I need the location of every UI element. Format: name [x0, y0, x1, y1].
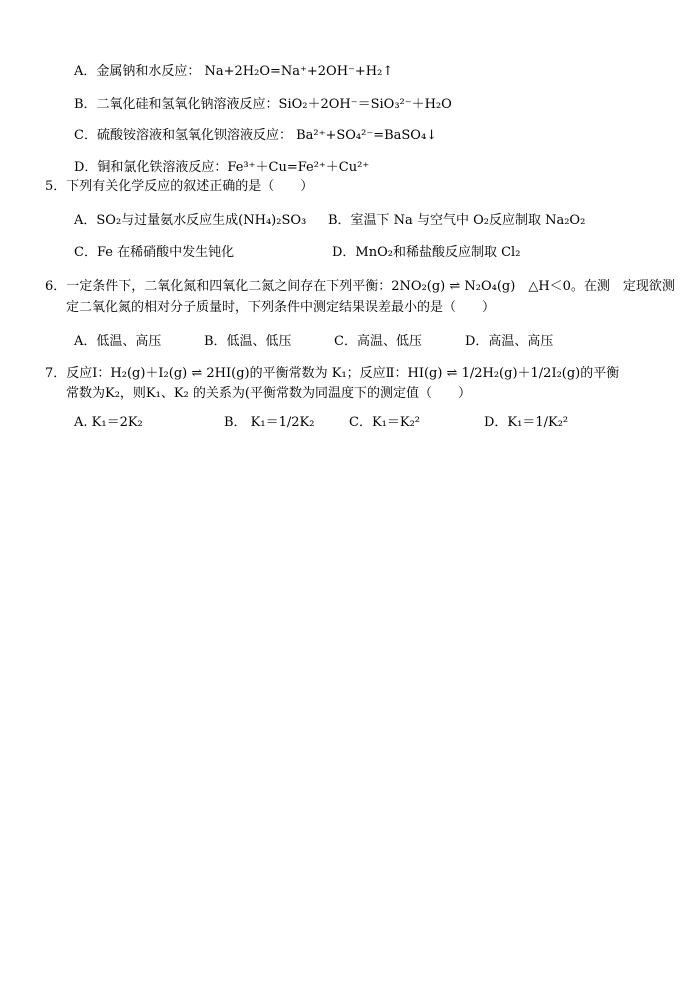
- q6-stem-line1: 6．一定条件下，二氧化氮和四氧化二氮之间存在下列平衡：2NO₂(g) ⇌ N₂O₄(g) △H＜0。在测 定现欲测: [45, 279, 675, 294]
- q5-option-a: A．SO₂与过量氨水反应生成(NH₄)₂SO₃: [74, 213, 307, 228]
- q4-option-b: B．二氧化硅和氢氧化钠溶液反应：SiO₂＋2OH⁻＝SiO₃²⁻＋H₂O: [74, 97, 452, 112]
- q5-option-d: D．MnO₂和稀盐酸反应制取 Cl₂: [332, 245, 521, 260]
- q7-option-d: D．K₁＝1/K₂²: [484, 415, 569, 430]
- q4-option-a: A．金属钠和水反应： Na+2H₂O=Na⁺+2OH⁻+H₂↑: [74, 64, 394, 79]
- q6-stem-line2: 定二氧化氮的相对分子质量时，下列条件中测定结果误差最小的是（ ）: [66, 300, 496, 315]
- q6-option-d: D．高温、高压: [465, 334, 554, 349]
- q7-option-b: B． K₁＝1/2K₂: [224, 415, 315, 430]
- q5-option-c: C．Fe 在稀硝酸中发生钝化: [74, 245, 235, 260]
- q5-option-b: B．室温下 Na 与空气中 O₂反应制取 Na₂O₂: [328, 213, 586, 228]
- q7-stem-line2: 常数为K₂，则K₁、K₂ 的关系为(平衡常数为同温度下的测定值（ ）: [66, 386, 471, 401]
- q7-stem-line1: 7．反应Ⅰ：H₂(g)＋I₂(g) ⇌ 2HI(g)的平衡常数为 K₁；反应Ⅱ：HI(g) ⇌ 1/2H₂(g)＋1/2I₂(g)的平衡: [45, 366, 620, 381]
- q7-option-c: C．K₁＝K₂²: [349, 415, 421, 430]
- q6-option-a: A．低温、高压: [74, 334, 162, 349]
- q5-stem: 5．下列有关化学反应的叙述正确的是（ ）: [45, 179, 314, 194]
- q6-option-b: B．低温、低压: [204, 334, 292, 349]
- q6-option-c: C．高温、低压: [334, 334, 422, 349]
- q4-option-c: C．硫酸铵溶液和氢氧化钡溶液反应： Ba²⁺+SO₄²⁻=BaSO₄↓: [74, 128, 438, 143]
- q7-option-a: A. K₁＝2K₂: [74, 415, 143, 430]
- q4-option-d: D．铜和氯化铁溶液反应：Fe³⁺＋Cu=Fe²⁺＋Cu²⁺: [74, 160, 370, 175]
